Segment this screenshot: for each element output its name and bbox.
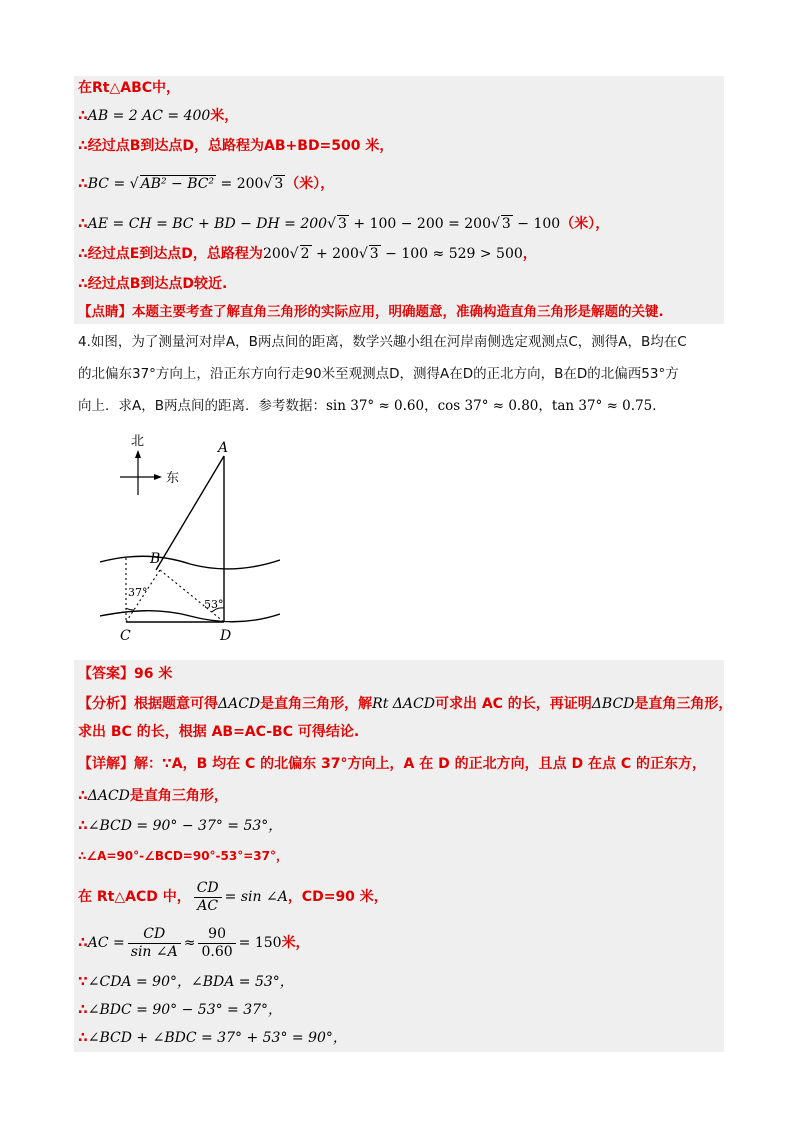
line-1: 在Rt△ABC中， — [78, 80, 181, 96]
detail-line-3: ∴∠BCD = 90° − 37° = 53°， — [78, 818, 283, 834]
dianjing-note: 【点睛】本题主要考查了解直角三角形的实际应用，明确题意，准确构造直角三角形是解题的关键. — [78, 304, 664, 320]
answer: 【答案】96 米 — [78, 666, 173, 682]
point-d-label: D — [220, 628, 232, 644]
line-2: ∴AB = 2 AC = 400米， — [78, 108, 239, 124]
question-line-2: 的北偏东37°方向上，沿正东方向行走90米至观测点D，测得A在D的正北方向，B在D的北偏西53°方 — [78, 366, 679, 382]
point-c-label: C — [120, 628, 131, 644]
point-b-label: B — [150, 551, 161, 567]
detail-line-6: ∴AC = $\frac{CD}{\sin \angle A}$ ≈ $\frac{90}{0.60}$ = 150米， — [78, 925, 310, 960]
line-6: ∴经过点E到达点D，总路程为200√ 2 + 200√ 3 − 100 ≈ 529 > 500， — [78, 246, 537, 262]
angle-c-label: 37° — [128, 586, 148, 599]
line-5: ∴AE = CH = BC + BD − DH = 200√ 3 + 100 − 200 = 200√ 3 − 100（米）， — [78, 216, 610, 232]
detail-line-1: 【详解】解：∵A，B 均在 C 的北偏东 37°方向上，A 在 D 的正北方向，且点 D 在点 C 的正东方， — [78, 756, 706, 772]
line-4: ∴BC = √ AB² − BC² = 200√ 3 （米）， — [78, 176, 335, 192]
detail-line-5: 在 Rt△ACD 中， $\frac{CD}{AC}$ = sin ∠A，CD=90 米， — [78, 879, 388, 914]
question-line-3: 向上．求A，B两点间的距离．参考数据：sin 37° ≈ 0.60，cos 37° ≈ 0.80，tan 37° ≈ 0.75． — [78, 398, 666, 414]
angle-d-label: 53° — [204, 598, 224, 611]
east-label: 东 — [166, 471, 180, 486]
detail-line-7: ∵∠CDA = 90°，∠BDA = 53°， — [78, 974, 294, 990]
line-7: ∴经过点B到达点D较近. — [78, 276, 228, 292]
line-3: ∴经过点B到达点D，总路程为AB+BD=500 米， — [78, 138, 394, 154]
detail-line-2: ∴ΔACD是直角三角形， — [78, 788, 228, 804]
detail-line-4: ∴∠A=90°-∠BCD=90°-53°=37°， — [78, 849, 288, 863]
detail-line-8: ∴∠BDC = 90° − 53° = 37°， — [78, 1002, 283, 1018]
detail-line-9: ∴∠BCD + ∠BDC = 37° + 53° = 90°， — [78, 1030, 347, 1046]
analysis-line-2: 求出 BC 的长，根据 AB=AC-BC 可得结论. — [78, 724, 360, 740]
river-figure — [100, 430, 280, 655]
analysis-line-1: 【分析】根据题意可得ΔACD是直角三角形，解Rt ΔACD可求出 AC 的长，再证明ΔBCD是直角三角形， — [78, 696, 733, 712]
north-label: 北 — [131, 434, 145, 449]
point-a-label: A — [218, 440, 229, 456]
question-line-1: 4.如图，为了测量河对岸A，B两点间的距离，数学兴趣小组在河岸南侧选定观测点C，测得A，B均在C — [78, 334, 687, 350]
